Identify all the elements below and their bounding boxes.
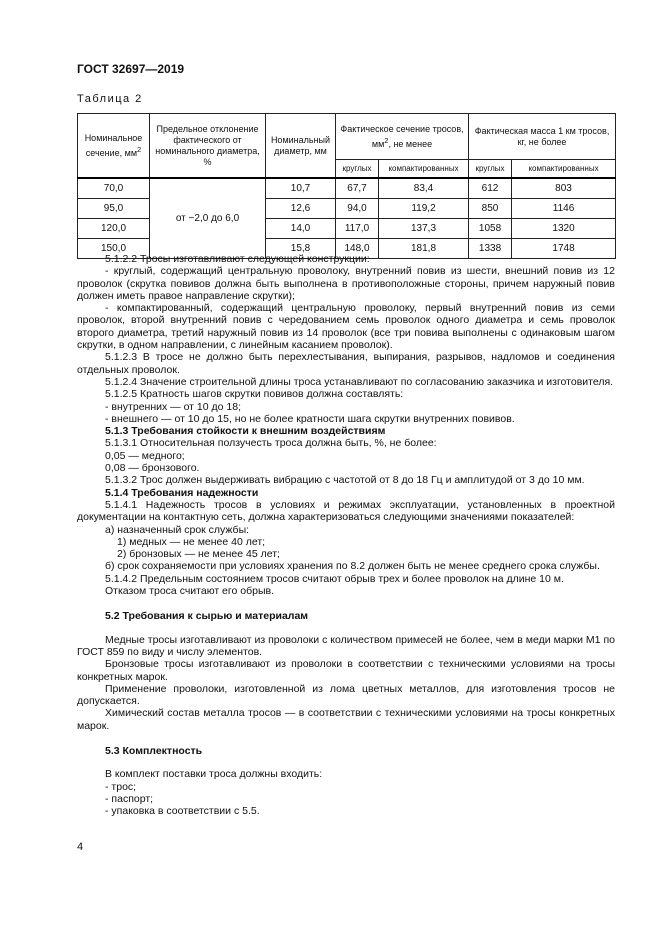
paragraph: - внутренних — от 10 до 18;	[105, 400, 241, 413]
table-row: 150,0 15,8 148,0 181,8 1338 1748	[78, 239, 616, 259]
paragraph: - внешнего — от 10 до 15, но не более кратности шага скрутки внутренних повивов.	[105, 412, 515, 425]
table-row: 95,0 12,6 94,0 119,2 850 1146	[78, 199, 616, 219]
subcol-section-round: круглых	[336, 160, 379, 179]
subcol-mass-round: круглых	[469, 160, 512, 179]
paragraph: - паспорт;	[105, 792, 154, 805]
section-heading: 5.1.3 Требования стойкости к внешним воздействиям	[105, 425, 386, 438]
section-heading: 5.1.4 Требования надежности	[105, 486, 259, 499]
data-table	[77, 113, 616, 259]
body-text	[77, 253, 615, 817]
paragraph: 5.1.2.2 Тросы изготавливают следующей конструкции:	[105, 253, 370, 265]
col-deviation: Предельное отклонение фактического от номинального диаметра, %	[150, 114, 266, 179]
paragraph: - трос;	[105, 780, 137, 793]
paragraph: 5.1.2.5 Кратность шагов скрутки повивов должна составлять:	[105, 388, 404, 401]
subcol-section-compacted: компактированных	[379, 160, 469, 179]
col-nominal-diameter: Номинальный диаметр, мм	[266, 114, 336, 179]
subcol-mass-compacted: компактированных	[512, 160, 616, 179]
document-header: ГОСТ 32697—2019	[77, 62, 185, 76]
paragraph: В комплект поставки троса должны входить:	[105, 768, 323, 781]
paragraph: 5.1.2.4 Значение строительной длины троса устанавливают по согласованию заказчика и изготовителя.	[105, 375, 614, 388]
paragraph: 5.1.3.1 Относительная ползучесть троса должна быть, %, не более:	[105, 437, 437, 450]
paragraph: 5.1.4.1 Надежность тросов в условиях и режимах эксплуатации, установленных в проектной документации на контактную сеть, должна характеризоваться следующими значениями показателей:	[77, 498, 615, 524]
paragraph: 0,08 — бронзового.	[105, 462, 200, 475]
paragraph: а) назначенный срок службы:	[105, 523, 250, 536]
section-heading: 5.2 Требования к сырью и материалам	[105, 610, 309, 623]
table-row: 120,0 14,0 117,0 137,3 1058 1320	[78, 219, 616, 239]
paragraph: Отказом троса считают его обрыв.	[105, 585, 274, 598]
paragraph: 5.1.4.2 Предельным состоянием тросов считают обрыв трех и более проволок на длине 10 м.	[105, 572, 564, 585]
col-actual-section: Фактическое сечение тросов, $мм^2$, не менее	[336, 114, 469, 160]
paragraph: Медные тросы изготавливают из проволоки с количеством примесей не более, чем в меди марки М1 по ГОСТ 859 по виду и числу элементов.	[77, 633, 615, 658]
table-caption: Таблица 2	[77, 93, 143, 105]
deviation-value: от −2,0 до 6,0	[150, 178, 266, 259]
paragraph: 1) медных — не менее 40 лет;	[117, 535, 266, 548]
paragraph: 5.1.3.2 Трос должен выдерживать вибрацию с частотой от 8 до 18 Гц и амплитудой от 3 до 10 мм.	[105, 474, 585, 487]
paragraph: - упаковка в соответствии с 5.5.	[105, 805, 260, 818]
col-actual-mass: Фактическая масса 1 км тросов, кг, не более	[469, 114, 616, 160]
paragraph: Химический состав металла тросов — в соответствии с техническими условиями на тросы конкретных марок.	[77, 707, 615, 732]
paragraph: Бронзовые тросы изготавливают из проволоки в соответствии с техническими условиями на тросы конкретных марок.	[77, 658, 615, 683]
paragraph: 2) бронзовых — не менее 45 лет;	[117, 548, 280, 561]
paragraph: 0,05 — медного;	[105, 449, 185, 462]
paragraph: Применение проволоки, изготовленной из лома цветных металлов, для изготовления тросов не допускается.	[77, 682, 615, 708]
paragraph: б) срок сохраняемости при условиях хранения по 8.2 должен быть не менее среднего срока службы.	[105, 560, 600, 573]
col-nominal-section: Номинальное сечение, $мм^2$	[78, 114, 150, 179]
paragraph: 5.1.2.3 В тросе не должно быть перехлестывания, выпирания, разрывов, надломов и соединения отдельных проволок.	[77, 351, 615, 376]
table-row: 70,0 от −2,0 до 6,0 10,7 67,7 83,4 612 803	[78, 178, 616, 199]
paragraph: - компактированный, содержащий центральную проволоку, первый внутренний повив из семи проволок, второй внутренний повив с чередованием семь проволок одного диаметра и семь проволок второго диаметра, третий наружный повив из 14 проволок (все три повива выполнены с одинаковым шагом скрутки, в одном направлении, с линейным касанием проволок).	[77, 302, 615, 352]
paragraph: - круглый, содержащий центральную проволоку, внутренний повив из шести, внешний повив из 12 проволок (скрутка повивов должна быть выполнена в противоположные стороны, причем наружный повив должен иметь правое направление скрутки);	[77, 265, 615, 302]
page-number: 4	[77, 841, 84, 853]
section-heading: 5.3 Комплектность	[105, 744, 203, 757]
